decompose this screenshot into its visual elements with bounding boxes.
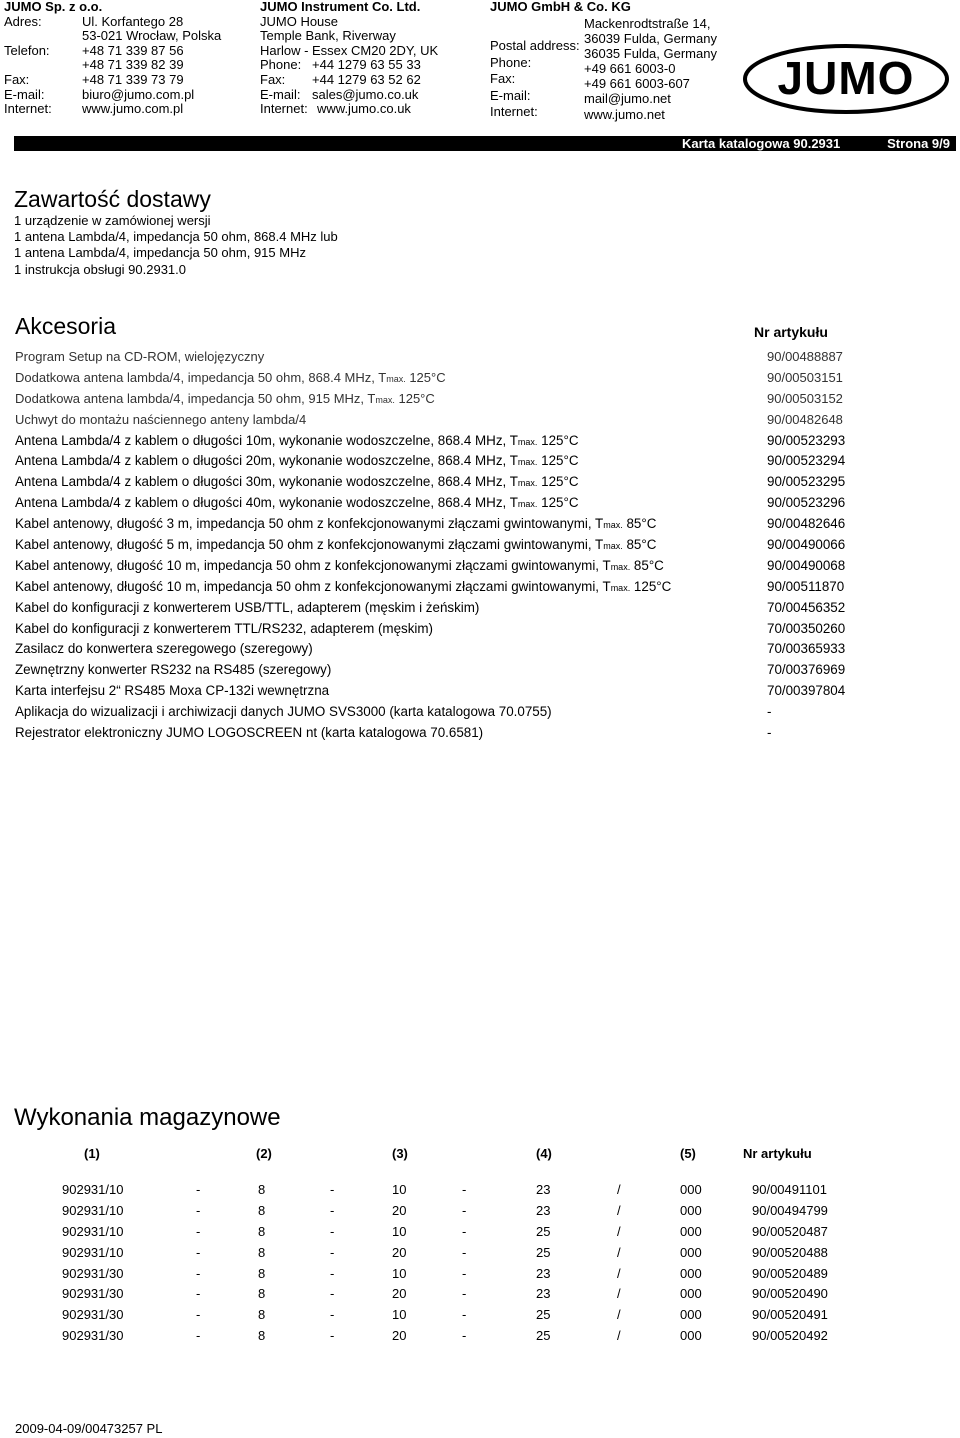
accessory-row [15, 389, 955, 410]
stock-cell: 23 [536, 1265, 551, 1281]
tmax-subscript: max. [517, 436, 538, 447]
header-pl [4, 0, 244, 117]
stock-cell: 000 [680, 1307, 702, 1323]
stock-cell: - [462, 1307, 467, 1323]
accessory-description: Kabel antenowy, długość 10 m, impedancja 50 ohm z konfekcjonowanymi złączami gwintowanymi, Tmax. 125°C [15, 578, 672, 594]
accessory-article-number: - [767, 725, 772, 741]
stock-column-header: (1) [84, 1146, 100, 1161]
accessory-row [15, 410, 955, 431]
header-value: +44 1279 63 52 62 [312, 71, 421, 87]
tmax-subscript: max. [517, 499, 538, 510]
header-value: Mackenrodtstraße 14, [584, 16, 711, 31]
stock-cell: 20 [392, 1328, 407, 1344]
stock-table [0, 1180, 960, 1347]
header-label: Postal address: [490, 38, 580, 53]
logo-text: JUMO [777, 52, 915, 104]
stock-cell: 90/00494799 [752, 1202, 828, 1218]
tmax-subscript: max. [375, 394, 395, 405]
stock-cell: - [330, 1265, 335, 1281]
header-label: E-mail: [490, 87, 531, 103]
header-label: E-mail: [4, 86, 45, 102]
header-value: Temple Bank, Riverway [260, 28, 396, 44]
header-value: +49 661 6003-0 [584, 61, 676, 77]
stock-cell: 8 [258, 1223, 266, 1239]
header-value: 36035 Fulda, Germany [584, 46, 717, 62]
stock-cell: - [196, 1265, 201, 1281]
header-label: E-mail: [260, 86, 301, 102]
accessory-description: Kabel do konfiguracji z konwerterem TTL/RS232, adapterem (męskim) [15, 620, 434, 636]
de-values [584, 16, 717, 122]
stock-cell: 20 [392, 1244, 407, 1260]
accessory-article-number: 70/00376969 [767, 662, 846, 678]
stock-cell: / [617, 1223, 621, 1239]
accessory-description: Kabel antenowy, długość 3 m, impedancja 50 ohm z konfekcjonowanymi złączami gwintowanymi, Tmax. 85°C [15, 516, 657, 532]
article-number-header: Nr artykułu [754, 324, 828, 340]
stock-cell: 90/00520492 [752, 1328, 828, 1344]
header-label: Internet: [490, 104, 538, 119]
accessory-article-number: 90/00503152 [767, 390, 843, 406]
accessory-row [15, 723, 955, 744]
stock-cell: - [462, 1265, 467, 1281]
accessory-row [15, 514, 955, 535]
accessory-row [15, 639, 955, 660]
stock-cell: - [196, 1202, 201, 1218]
stock-cell: - [196, 1244, 201, 1260]
delivery-item: 1 instrukcja obsługi 90.2931.0 [14, 261, 187, 277]
accessory-article-number: 90/00523293 [767, 432, 846, 448]
header-label: Phone: [490, 54, 532, 70]
accessory-article-number: 90/00503151 [767, 369, 843, 385]
stock-title: Wykonania magazynowe [14, 1104, 281, 1131]
header-row [260, 58, 490, 73]
accessory-article-number: 70/00397804 [767, 683, 846, 699]
footer-doc-id: 2009-04-09/00473257 PL [15, 1421, 163, 1436]
accessory-description: Program Setup na CD-ROM, wielojęzyczny [15, 349, 265, 364]
header-value: 53-021 Wrocław, Polska [82, 28, 222, 44]
stock-cell: - [196, 1182, 201, 1197]
accessory-description: Karta interfejsu 2“ RS485 Moxa CP-132i wewnętrzna [15, 683, 330, 699]
delivery-title: Zawartość dostawy [14, 186, 211, 212]
accessory-article-number: 90/00523294 [767, 453, 846, 469]
accessory-description: Antena Lambda/4 z kablem o długości 40m, wykonanie wodoszczelne, 868.4 MHz, Tmax. 125°C [15, 495, 579, 511]
header-value: 36039 Fulda, Germany [584, 31, 717, 47]
accessory-row [15, 347, 955, 368]
stock-cell: 23 [536, 1182, 551, 1197]
header-label: Internet: [260, 101, 308, 117]
header-value: biuro@jumo.com.pl [82, 86, 195, 102]
stock-row [0, 1305, 960, 1326]
stock-cell: - [330, 1244, 335, 1260]
stock-cell: 25 [536, 1307, 551, 1323]
stock-row [0, 1201, 960, 1222]
header-row [260, 88, 490, 103]
header-label: Telefon: [4, 42, 50, 58]
accessory-article-number: 70/00365933 [767, 641, 846, 657]
accessory-article-number: 90/00482646 [767, 516, 846, 532]
stock-cell: 902931/30 [62, 1307, 124, 1323]
header-value: sales@jumo.co.uk [312, 86, 419, 102]
page-number: Strona 9/9 [887, 136, 950, 151]
accessory-row [15, 472, 955, 493]
stock-cell: 25 [536, 1328, 551, 1344]
accessory-description: Antena Lambda/4 z kablem o długości 20m, wykonanie wodoszczelne, 868.4 MHz, Tmax. 125°C [15, 453, 579, 469]
tmax-subscript: max. [610, 561, 631, 572]
header-label: Adres: [4, 13, 42, 29]
accessory-row [15, 702, 955, 723]
stock-cell: 8 [258, 1307, 266, 1323]
accessory-description: Kabel antenowy, długość 10 m, impedancja 50 ohm z konfekcjonowanymi złączami gwintowanymi, Tmax. 85°C [15, 557, 664, 573]
accessory-article-number: 90/00488887 [767, 349, 843, 364]
tmax-subscript: max. [517, 457, 538, 468]
accessory-article-number: 90/00511870 [767, 578, 845, 594]
stock-cell: / [617, 1202, 621, 1218]
accessories-table [15, 347, 955, 744]
stock-cell: 90/00520487 [752, 1223, 828, 1239]
accessory-article-number: 90/00490068 [767, 557, 846, 573]
stock-cell: - [330, 1182, 335, 1197]
company-de: JUMO GmbH & Co. KG [490, 0, 631, 14]
accessory-description: Dodatkowa antena lambda/4, impedancja 50 ohm, 915 MHz, Tmax. 125°C [15, 390, 435, 406]
header-value: JUMO House [260, 13, 339, 29]
accessory-description: Aplikacja do wizualizacji i archiwizacji danych JUMO SVS3000 (karta katalogowa 70.0755) [15, 704, 552, 720]
accessory-row [15, 451, 955, 472]
stock-row [0, 1326, 960, 1347]
stock-cell: 10 [392, 1307, 407, 1323]
jumo-logo [742, 44, 950, 114]
stock-cell: 90/00520489 [752, 1265, 828, 1281]
stock-cell: 20 [392, 1286, 407, 1302]
header-value: +48 71 339 82 39 [82, 57, 184, 73]
stock-cell: 20 [392, 1202, 407, 1218]
stock-cell: - [196, 1328, 201, 1344]
accessory-row [15, 493, 955, 514]
header-row [4, 29, 244, 44]
stock-cell: 8 [258, 1244, 266, 1260]
stock-cell: - [330, 1307, 335, 1323]
stock-cell: - [330, 1328, 335, 1344]
stock-cell: 000 [680, 1328, 702, 1344]
header-value: Harlow - Essex CM20 2DY, UK [260, 42, 439, 58]
tmax-subscript: max. [603, 520, 623, 531]
stock-column-header: Nr artykułu [743, 1146, 812, 1161]
stock-cell: 902931/10 [62, 1244, 124, 1260]
stock-cell: 8 [258, 1328, 266, 1344]
stock-cell: 8 [258, 1286, 266, 1302]
stock-cell: 10 [392, 1223, 407, 1239]
header-row [4, 58, 244, 73]
stock-column-header: (5) [680, 1146, 696, 1161]
header-value: +49 661 6003-607 [584, 76, 690, 92]
stock-cell: 23 [536, 1202, 551, 1218]
header-row [4, 88, 244, 103]
accessory-article-number: 90/00490066 [767, 537, 846, 553]
accessory-row [15, 619, 955, 640]
stock-column-header: (4) [536, 1146, 552, 1161]
stock-cell: 902931/30 [62, 1286, 124, 1302]
accessory-article-number: 90/00523296 [767, 495, 846, 511]
header-label: Fax: [4, 71, 30, 87]
header-value: +48 71 339 87 56 [82, 42, 184, 58]
stock-cell: - [462, 1328, 467, 1344]
accessory-row [15, 368, 955, 389]
stock-cell: 8 [258, 1182, 266, 1197]
tmax-subscript: max. [386, 373, 406, 384]
stock-cell: 902931/10 [62, 1182, 124, 1197]
accessory-article-number: 90/00482648 [767, 411, 843, 427]
accessory-description: Antena Lambda/4 z kablem o długości 10m, wykonanie wodoszczelne, 868.4 MHz, Tmax. 125°C [15, 432, 579, 448]
stock-cell: 25 [536, 1244, 551, 1260]
header-row [260, 44, 490, 59]
tmax-subscript: max. [517, 478, 538, 489]
accessory-row [15, 577, 955, 598]
header-value: Ul. Korfantego 28 [82, 13, 184, 29]
delivery-item: 1 antena Lambda/4, impedancja 50 ohm, 915 MHz [14, 245, 306, 261]
stock-cell: 902931/30 [62, 1265, 124, 1281]
stock-cell: - [462, 1223, 467, 1239]
stock-cell: / [617, 1307, 621, 1323]
stock-cell: - [196, 1286, 201, 1302]
stock-cell: 90/00520490 [752, 1286, 828, 1302]
tmax-subscript: max. [610, 582, 631, 593]
stock-cell: - [462, 1244, 467, 1260]
stock-cell: 23 [536, 1286, 551, 1302]
header-label: Internet: [4, 101, 52, 117]
stock-cell: - [462, 1202, 467, 1218]
header-de [490, 0, 740, 15]
accessory-article-number: 70/00350260 [767, 620, 846, 636]
header-row [260, 73, 490, 88]
tmax-subscript: max. [603, 541, 623, 552]
stock-row [0, 1243, 960, 1264]
accessory-row [15, 660, 955, 681]
stock-row [0, 1284, 960, 1305]
accessory-description: Uchwyt do montażu naściennego anteny lambda/4 [15, 411, 307, 427]
stock-cell: 000 [680, 1223, 702, 1239]
header-row [260, 29, 490, 44]
stock-cell: 000 [680, 1286, 702, 1302]
stock-cell: 8 [258, 1202, 266, 1218]
accessories-title: Akcesoria [15, 313, 116, 339]
accessory-description: Antena Lambda/4 z kablem o długości 30m, wykonanie wodoszczelne, 868.4 MHz, Tmax. 125°C [15, 474, 579, 490]
header-value: www.jumo.com.pl [82, 101, 184, 117]
stock-cell: 902931/10 [62, 1223, 124, 1239]
accessory-row [15, 681, 955, 702]
stock-cell: 000 [680, 1265, 702, 1281]
stock-cell: 8 [258, 1265, 266, 1281]
stock-cell: 000 [680, 1182, 702, 1197]
accessory-description: Zewnętrzny konwerter RS232 na RS485 (szeregowy) [15, 662, 332, 678]
accessory-row [15, 598, 955, 619]
accessory-description: Rejestrator elektroniczny JUMO LOGOSCREEN nt (karta katalogowa 70.6581) [15, 725, 484, 741]
header-row [4, 15, 244, 30]
stock-cell: / [617, 1286, 621, 1302]
stock-cell: 90/00520488 [752, 1244, 828, 1260]
header-label: Fax: [260, 71, 286, 87]
delivery-item: 1 urządzenie w zamówionej wersji [14, 213, 211, 228]
stock-cell: 25 [536, 1223, 551, 1239]
stock-cell: 902931/10 [62, 1202, 124, 1218]
stock-cell: 902931/30 [62, 1328, 124, 1344]
catalog-bar [14, 136, 956, 151]
stock-cell: / [617, 1182, 621, 1197]
stock-cell: 90/00520491 [752, 1307, 828, 1323]
stock-cell: 10 [392, 1182, 407, 1197]
stock-cell: 000 [680, 1202, 702, 1218]
accessory-description: Zasilacz do konwertera szeregowego (szeregowy) [15, 641, 313, 657]
header-label: Fax: [490, 71, 516, 86]
stock-cell: - [196, 1307, 201, 1323]
header-row [260, 102, 490, 117]
accessory-description: Dodatkowa antena lambda/4, impedancja 50 ohm, 868.4 MHz, Tmax. 125°C [15, 369, 446, 385]
header-row [260, 15, 490, 30]
header-value: +48 71 339 73 79 [82, 71, 184, 87]
stock-cell: - [462, 1182, 467, 1197]
header-row [4, 102, 244, 117]
header-value: www.jumo.net [584, 106, 665, 122]
stock-cell: - [330, 1202, 335, 1218]
accessory-row [15, 556, 955, 577]
stock-cell: / [617, 1265, 621, 1281]
accessory-row [15, 535, 955, 556]
stock-cell: / [617, 1328, 621, 1344]
stock-cell: - [196, 1223, 201, 1239]
stock-row [0, 1180, 960, 1201]
stock-row [0, 1264, 960, 1285]
accessory-row [15, 431, 955, 452]
accessory-description: Kabel do konfiguracji z konwerterem USB/TTL, adapterem (męskim i żeńskim) [15, 599, 480, 615]
stock-cell: 10 [392, 1265, 407, 1281]
accessory-description: Kabel antenowy, długość 5 m, impedancja 50 ohm z konfekcjonowanymi złączami gwintowanymi, Tmax. 85°C [15, 537, 657, 553]
company-pl: JUMO Sp. z o.o. [4, 0, 103, 14]
header-uk [260, 0, 490, 117]
header-label: Phone: [260, 57, 302, 73]
header-row [4, 44, 244, 59]
accessory-article-number: - [767, 704, 772, 720]
delivery-item: 1 antena Lambda/4, impedancja 50 ohm, 868.4 MHz lub [14, 229, 338, 245]
catalog-number: Karta katalogowa 90.2931 [682, 136, 841, 151]
de-labels [490, 38, 580, 121]
stock-column-header: (3) [392, 1146, 408, 1161]
stock-cell: - [330, 1286, 335, 1302]
header-value: mail@jumo.net [584, 91, 671, 107]
stock-cell: - [462, 1286, 467, 1302]
header-row [4, 73, 244, 88]
delivery-list [14, 213, 338, 278]
header-value: www.jumo.co.uk [317, 101, 411, 117]
header-value: +44 1279 63 55 33 [312, 57, 421, 73]
stock-cell: 000 [680, 1244, 702, 1260]
stock-cell: - [330, 1223, 335, 1239]
stock-column-header: (2) [256, 1146, 272, 1161]
stock-cell: / [617, 1244, 621, 1260]
accessory-article-number: 90/00523295 [767, 474, 846, 490]
accessory-article-number: 70/00456352 [767, 599, 846, 615]
stock-row [0, 1222, 960, 1243]
stock-cell: 90/00491101 [752, 1182, 827, 1197]
company-uk: JUMO Instrument Co. Ltd. [260, 0, 421, 14]
